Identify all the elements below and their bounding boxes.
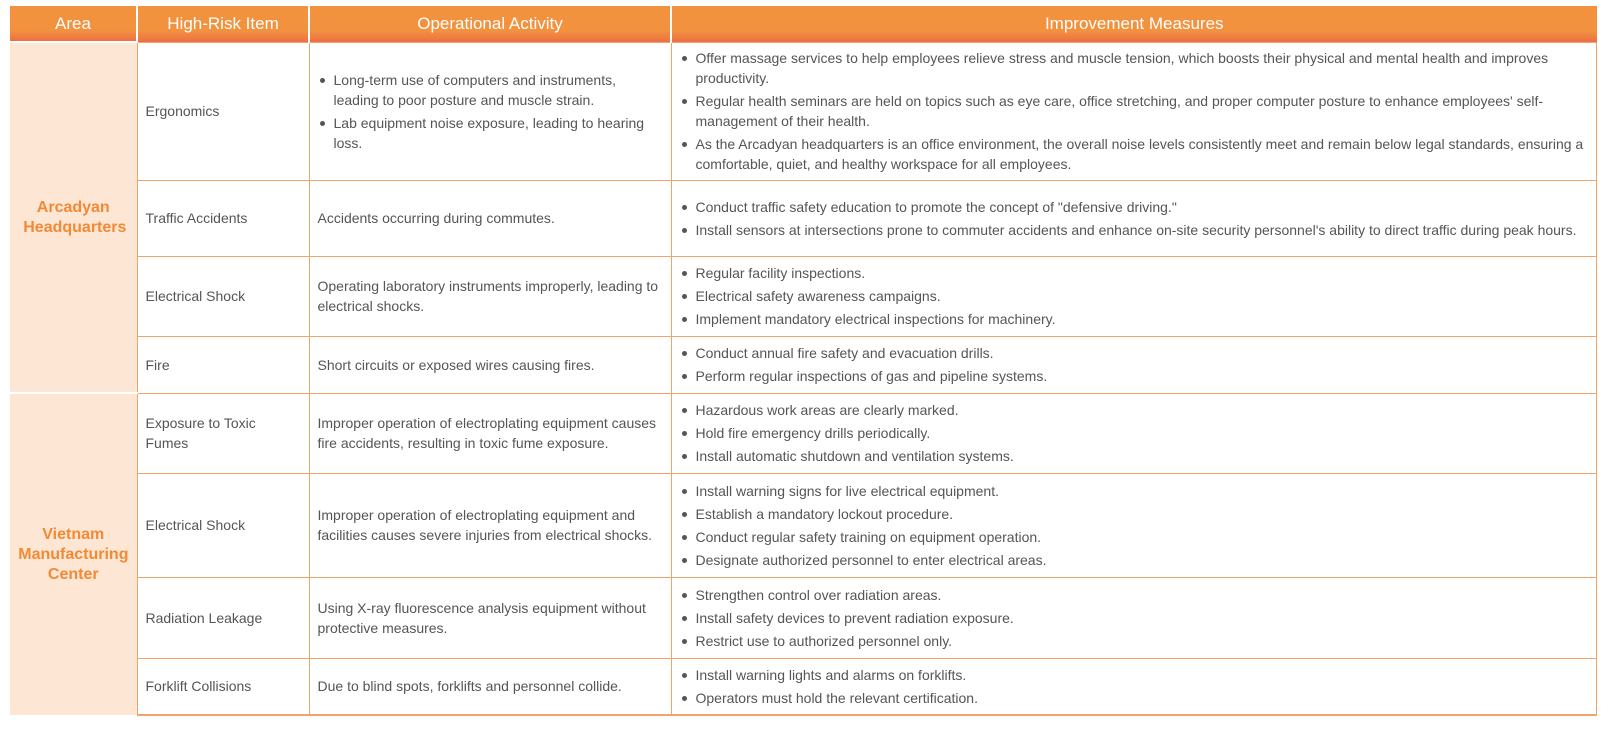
high-risk-item-label: Ergonomics: [145, 103, 220, 119]
improvement-measures-cell: [671, 473, 1597, 577]
table-row: [10, 256, 1597, 336]
measure-bullet: Install warning signs for live electrical equipment.: [680, 481, 1589, 501]
measures-list: [680, 481, 1589, 570]
high-risk-item-cell: [137, 577, 309, 658]
activity-text: Operating laboratory instruments improperly, leading to electrical shocks.: [317, 278, 659, 314]
measure-bullet: Restrict use to authorized personnel only.: [680, 631, 1589, 651]
measure-bullet: Install warning lights and alarms on forklifts.: [680, 665, 1589, 685]
operational-activity-cell: [309, 577, 671, 658]
activity-bullet: Lab equipment noise exposure, leading to hearing loss.: [318, 113, 663, 153]
improvement-measures-cell: [671, 256, 1597, 336]
high-risk-item-cell: [137, 473, 309, 577]
measures-list: [680, 585, 1589, 651]
improvement-measures-cell: [671, 336, 1597, 393]
measures-list: [680, 400, 1589, 466]
area-cell: [10, 393, 137, 715]
operational-activity-cell: [309, 393, 671, 473]
activity-list: [318, 70, 663, 153]
measure-bullet: Install safety devices to prevent radiation exposure.: [680, 608, 1589, 628]
table-row: [10, 658, 1597, 715]
table-row: [10, 42, 1597, 180]
measure-bullet: Regular health seminars are held on topics such as eye care, office stretching, and proper computer posture to enhance employees' self-management of their health.: [680, 91, 1589, 131]
high-risk-item-label: Electrical Shock: [145, 517, 246, 533]
measure-bullet: Regular facility inspections.: [680, 263, 1589, 283]
improvement-measures-cell: [671, 180, 1597, 256]
measure-bullet: Hold fire emergency drills periodically.: [680, 423, 1589, 443]
measure-bullet: Conduct regular safety training on equipment operation.: [680, 527, 1589, 547]
measure-bullet: Designate authorized personnel to enter electrical areas.: [680, 550, 1589, 570]
measure-bullet: Offer massage services to help employees relieve stress and muscle tension, which boosts their physical and mental health and improves productivity.: [680, 48, 1589, 88]
activity-text: Improper operation of electroplating equipment causes fire accidents, resulting in toxic fume exposure.: [317, 415, 657, 451]
area-label: Vietnam Manufacturing Center: [18, 525, 129, 583]
measures-list: [680, 665, 1589, 708]
table-row: [10, 577, 1597, 658]
measure-bullet: Perform regular inspections of gas and pipeline systems.: [680, 366, 1589, 386]
risk-table-container: [10, 6, 1597, 716]
improvement-measures-cell: [671, 42, 1597, 180]
measure-bullet: As the Arcadyan headquarters is an office environment, the overall noise levels consistently meet and remain below legal standards, ensuring a comfortable, quiet, and healthy workspace for all employees.: [680, 134, 1589, 174]
operational-activity-cell: [309, 336, 671, 393]
table-header-row: [10, 6, 1597, 42]
measure-bullet: Install automatic shutdown and ventilation systems.: [680, 446, 1589, 466]
operational-activity-cell: [309, 256, 671, 336]
activity-text: Short circuits or exposed wires causing fires.: [317, 356, 595, 373]
measure-bullet: Strengthen control over radiation areas.: [680, 585, 1589, 605]
table-row: [10, 393, 1597, 473]
improvement-measures-cell: [671, 658, 1597, 715]
measure-bullet: Install sensors at intersections prone to commuter accidents and enhance on-site security personnel's ability to direct traffic during peak hours.: [680, 220, 1589, 240]
measure-bullet: Conduct traffic safety education to promote the concept of "defensive driving.": [680, 197, 1589, 217]
measure-bullet: Conduct annual fire safety and evacuation drills.: [680, 343, 1589, 363]
improvement-measures-cell: [671, 577, 1597, 658]
high-risk-item-label: Radiation Leakage: [145, 609, 263, 626]
table-body: [10, 42, 1597, 715]
activity-bullet: Long-term use of computers and instruments, leading to poor posture and muscle strain.: [318, 70, 663, 110]
activity-text: Using X-ray fluorescence analysis equipment without protective measures.: [317, 599, 646, 636]
high-risk-item-cell: [137, 180, 309, 256]
high-risk-item-label: Forklift Collisions: [145, 678, 252, 695]
measures-list: [680, 197, 1589, 240]
measures-list: [680, 343, 1589, 386]
operational-activity-cell: [309, 42, 671, 180]
high-risk-item-label: Exposure to Toxic Fumes: [145, 415, 256, 451]
operational-activity-cell: [309, 473, 671, 577]
header-area: Area: [10, 6, 137, 42]
activity-text: Improper operation of electroplating equipment and facilities causes severe injuries from electrical shocks.: [317, 507, 653, 543]
measures-list: [680, 48, 1589, 174]
activity-text: Accidents occurring during commutes.: [317, 210, 555, 226]
measure-bullet: Implement mandatory electrical inspections for machinery.: [680, 309, 1589, 329]
high-risk-item-label: Traffic Accidents: [145, 210, 248, 226]
measure-bullet: Establish a mandatory lockout procedure.: [680, 504, 1589, 524]
measure-bullet: Operators must hold the relevant certification.: [680, 688, 1589, 708]
high-risk-item-cell: [137, 336, 309, 393]
header-high-risk-item: High-Risk Item: [137, 6, 309, 42]
measures-list: [680, 263, 1589, 329]
table-row: [10, 180, 1597, 256]
high-risk-item-cell: [137, 393, 309, 473]
improvement-measures-cell: [671, 393, 1597, 473]
table-row: [10, 473, 1597, 577]
area-cell: [10, 42, 137, 393]
high-risk-item-label: Electrical Shock: [145, 288, 246, 304]
high-risk-item-label: Fire: [145, 356, 170, 373]
operational-activity-cell: [309, 180, 671, 256]
header-operational-activity: Operational Activity: [309, 6, 671, 42]
high-risk-item-cell: [137, 658, 309, 715]
high-risk-item-cell: [137, 42, 309, 180]
header-improvement-measures: Improvement Measures: [671, 6, 1597, 42]
measure-bullet: Electrical safety awareness campaigns.: [680, 286, 1589, 306]
area-label: Arcadyan Headquarters: [23, 198, 127, 236]
activity-text: Due to blind spots, forklifts and personnel collide.: [317, 678, 622, 695]
measure-bullet: Hazardous work areas are clearly marked.: [680, 400, 1589, 420]
high-risk-table: [10, 6, 1597, 716]
table-row: [10, 336, 1597, 393]
operational-activity-cell: [309, 658, 671, 715]
high-risk-item-cell: [137, 256, 309, 336]
